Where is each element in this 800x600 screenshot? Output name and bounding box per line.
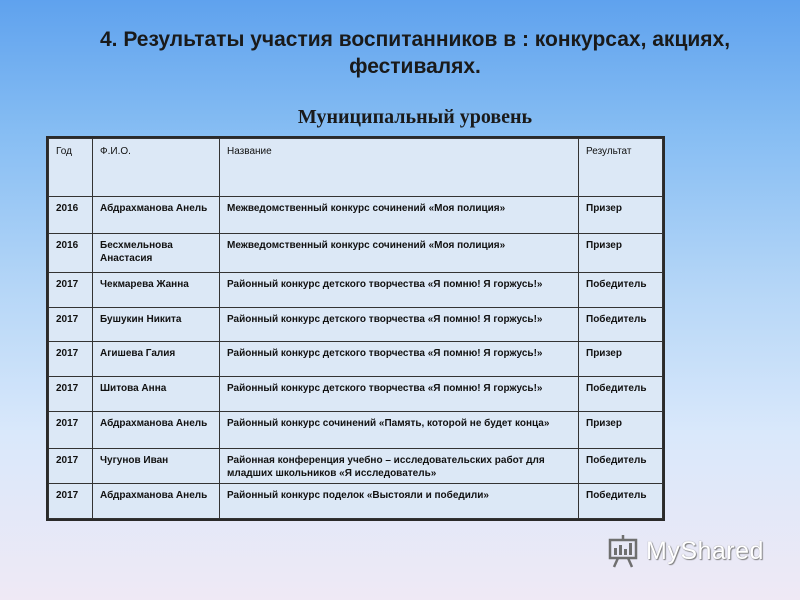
header-name: Ф.И.О. xyxy=(93,139,220,197)
myshared-logo-icon xyxy=(608,534,640,568)
myshared-watermark xyxy=(608,534,764,568)
cell-title: Межведомственный конкурс сочинений «Моя полиция» xyxy=(220,234,579,273)
cell-name: Бесхмельнова Анастасия xyxy=(93,234,220,273)
results-table xyxy=(46,136,665,521)
watermark-text: MyShared xyxy=(646,536,764,565)
cell-result: Призер xyxy=(579,234,663,273)
table-row xyxy=(49,273,663,308)
cell-year: 2017 xyxy=(49,377,93,412)
cell-name: Чекмарева Жанна xyxy=(93,273,220,308)
cell-result: Победитель xyxy=(579,484,663,519)
table-row xyxy=(49,308,663,342)
table-row xyxy=(49,197,663,234)
cell-year: 2017 xyxy=(49,449,93,484)
cell-result: Победитель xyxy=(579,449,663,484)
cell-name: Бушукин Никита xyxy=(93,308,220,342)
cell-title: Районная конференция учебно – исследовательских работ для младших школьников «Я исследователь» xyxy=(220,449,579,484)
cell-name: Абдрахманова Анель xyxy=(93,484,220,519)
cell-title: Районный конкурс детского творчества «Я помню! Я горжусь!» xyxy=(220,273,579,308)
header-result: Результат xyxy=(579,139,663,197)
slide-subtitle: Муниципальный уровень xyxy=(297,106,533,128)
table-header-row xyxy=(49,139,663,197)
header-title: Название xyxy=(220,139,579,197)
table-row xyxy=(49,449,663,484)
cell-year: 2017 xyxy=(49,273,93,308)
header-year: Год xyxy=(49,139,93,197)
cell-result: Победитель xyxy=(579,273,663,308)
table-row xyxy=(49,484,663,519)
cell-title: Районный конкурс детского творчества «Я помню! Я горжусь!» xyxy=(220,308,579,342)
cell-result: Призер xyxy=(579,342,663,377)
cell-title: Районный конкурс детского творчества «Я помню! Я горжусь!» xyxy=(220,377,579,412)
cell-title: Районный конкурс детского творчества «Я помню! Я горжусь!» xyxy=(220,342,579,377)
cell-year: 2016 xyxy=(49,197,93,234)
cell-name: Агишева Галия xyxy=(93,342,220,377)
table-row xyxy=(49,234,663,273)
slide-title-line-2: фестивалях. xyxy=(349,55,481,78)
slide-title xyxy=(40,26,790,80)
cell-year: 2017 xyxy=(49,484,93,519)
cell-name: Чугунов Иван xyxy=(93,449,220,484)
cell-title: Районный конкурс сочинений «Память, которой не будет конца» xyxy=(220,412,579,449)
cell-result: Победитель xyxy=(579,308,663,342)
cell-result: Призер xyxy=(579,197,663,234)
slide-title-line-1: 4. Результаты участия воспитанников в : конкурсах, акциях, xyxy=(99,28,731,51)
cell-year: 2017 xyxy=(49,308,93,342)
table-row xyxy=(49,377,663,412)
cell-title: Межведомственный конкурс сочинений «Моя полиция» xyxy=(220,197,579,234)
cell-title: Районный конкурс поделок «Выстояли и победили» xyxy=(220,484,579,519)
cell-year: 2017 xyxy=(49,412,93,449)
cell-name: Абдрахманова Анель xyxy=(93,197,220,234)
cell-name: Абдрахманова Анель xyxy=(93,412,220,449)
cell-result: Призер xyxy=(579,412,663,449)
table-row xyxy=(49,412,663,449)
table-row xyxy=(49,342,663,377)
cell-result: Победитель xyxy=(579,377,663,412)
cell-year: 2017 xyxy=(49,342,93,377)
cell-name: Шитова Анна xyxy=(93,377,220,412)
cell-year: 2016 xyxy=(49,234,93,273)
